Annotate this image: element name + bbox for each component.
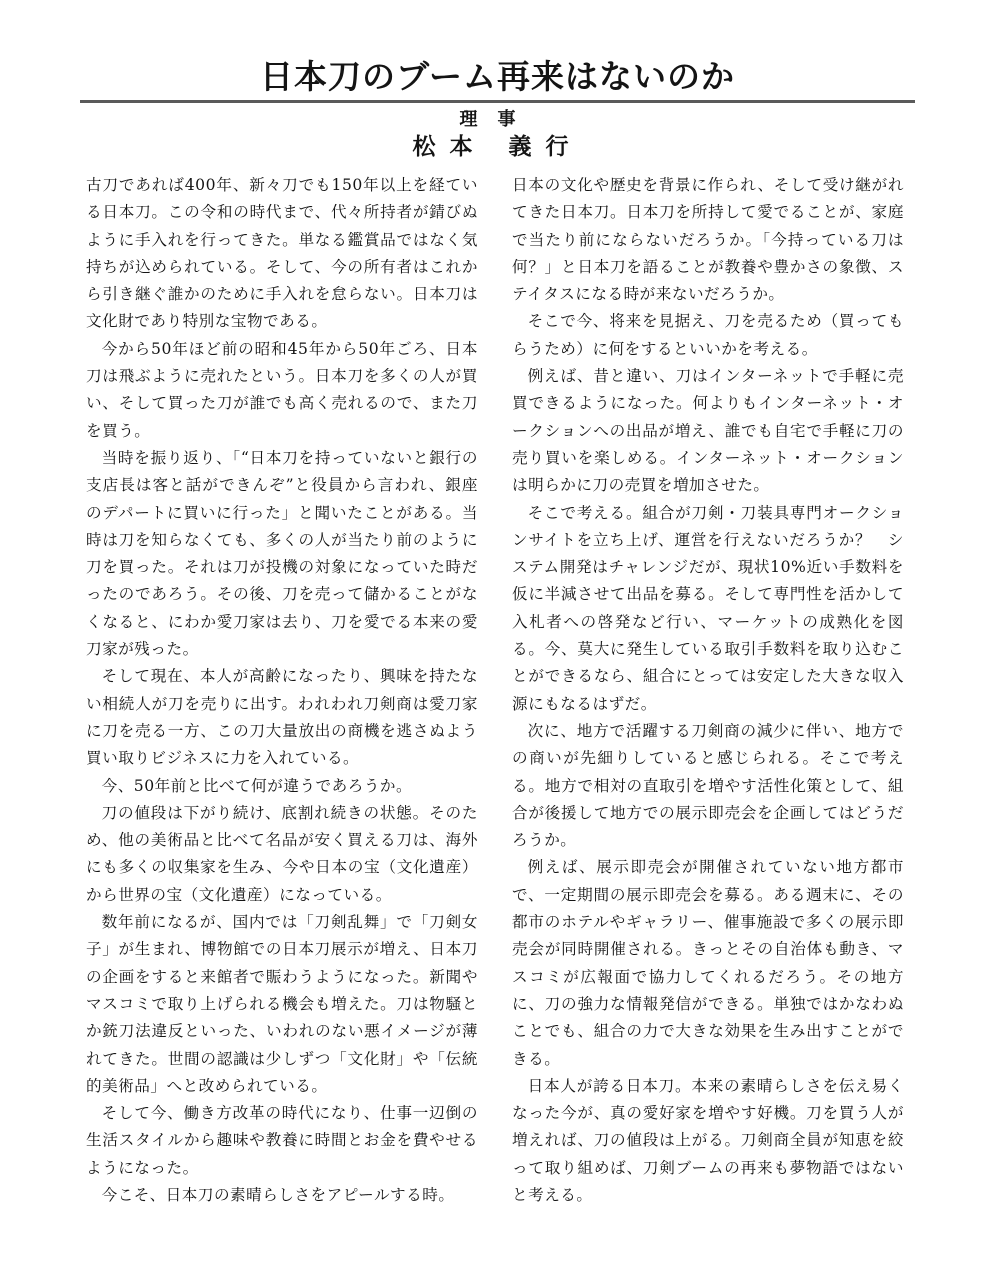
paragraph: 今、50年前と比べて何が違うであろうか。 [101, 776, 413, 795]
paragraph: 古刀であれば400年、新々刀でも150年以上を経ている日本刀。この令和の時代まで、代々所持者が錆びぬように手入れを行ってきた。単なる鑑賞品ではなく気持ちが込められている。そして、今の所有者はこれから引き継ぐ誰かのために手入れを怠らない。日本刀は文化財であり特別な宝物である。 [86, 176, 478, 331]
paragraph: そして現在、本人が高齢になったり、興味を持たない相続人が刀を売りに出す。われわれ刀剣商は愛刀家に刀を売る一方、この刀大量放出の商機を逃さぬよう買い取りビジネスに力を入れている。 [86, 667, 478, 768]
paragraph: 例えば、展示即売会が開催されていない地方都市で、一定期間の展示即売会を募る。ある週末に、その都市のホテルやギャラリー、催事施設で多くの展示即売会が同時開催される。きっとその自治体も動き、マスコミが広報面で協力してくれるだろう。その地方に、刀の強力な情報発信ができる。単独ではかなわぬことでも、組合の力で大きな効果を生み出すことができる。 [512, 858, 904, 1068]
paragraph: 刀の値段は下がり続け、底割れ続きの状態。そのため、他の美術品と比べて名品が安く買える刀は、海外にも多くの収集家を生み、今や日本の宝（文化遺産）から世界の宝（文化遺産）になっている。 [86, 803, 478, 904]
title-divider [80, 100, 915, 103]
paragraph: 今から50年ほど前の昭和45年から50年ごろ、日本刀は飛ぶように売れたという。日本刀を多くの人が買い、そして買った刀が誰でも高く売れるので、また刀を買う。 [86, 339, 478, 440]
paragraph: 日本人が誇る日本刀。本来の素晴らしさを伝え易くなった今が、真の愛好家を増やす好機。刀を買う人が増えれば、刀の値段は上がる。刀剣商全員が知恵を絞って取り組めば、刀剣ブームの再来も夢物語ではないと考える。 [512, 1076, 904, 1204]
left-column [86, 172, 478, 1209]
paragraph: そして今、働き方改革の時代になり、仕事一辺倒の生活スタイルから趣味や教養に時間とお金を費やせるようになった。 [86, 1104, 478, 1177]
paragraph: そこで考える。組合が刀剣・刀装具専門オークションサイトを立ち上げ、運営を行えないだろうか？ システム開発はチャレンジだが、現状10%近い手数料を仮に半減させて出品を募る。そして専門性を活かして入札者への啓発など行い、マーケットの成熟化を図る。今、莫大に発生している取引手数料を取り込むことができるなら、組合にとっては安定した大きな収入源にもなるはずだ。 [512, 503, 904, 713]
paragraph: 日本の文化や歴史を背景に作られ、そして受け継がれてきた日本刀。日本刀を所持して愛でることが、家庭で当たり前にならないだろうか。「今持っている刀は何？」と日本刀を語ることが教養や豊かさの象徴、ステイタスになる時が来ないだろうか。 [512, 176, 904, 304]
paragraph: 今こそ、日本刀の素晴らしさをアピールする時。 [101, 1185, 455, 1204]
article-title: 日本刀のブーム再来はないのか [259, 57, 735, 96]
right-column [512, 172, 904, 1209]
paragraph: そこで今、将来を見据え、刀を売るため（買ってもらうため）に何をするといいかを考える。 [512, 312, 904, 358]
paragraph: 数年前になるが、国内では「刀剣乱舞」で「刀剣女子」が生まれ、博物館での日本刀展示が増え、日本刀の企画をすると来館者で賑わうようになった。新聞やマスコミで取り上げられる機会も増えた。刀は物騒とか銃刀法違反といった、いわれのない悪イメージが薄れてきた。世間の認識は少しずつ「文化財」や「伝統的美術品」へと改められている。 [86, 913, 478, 1095]
author-role: 理事 [459, 109, 536, 130]
paragraph: 例えば、昔と違い、刀はインターネットで手軽に売買できるようになった。何よりもインターネット・オークションへの出品が増え、誰でも自宅で手軽に刀の売り買いを楽しめる。インターネット・オークションは明らかに刀の売買を増加させた。 [512, 367, 904, 495]
author-name: 松本 義行 [412, 133, 583, 160]
paragraph: 次に、地方で活躍する刀剣商の減少に伴い、地方での商いが先細りしていると感じられる。そこで考える。地方で相対の直取引を増やす活性化策として、組合が後援して地方での展示即売会を企画してはどうだろうか。 [512, 721, 904, 850]
paragraph: 当時を振り返り、「“日本刀を持っていないと銀行の支店長は客と話ができんぞ”と役員から言われ、銀座のデパートに買いに行った」と聞いたことがある。当時は刀を知らなくても、多くの人が当たり前のように刀を買った。それは刀が投機の対象になっていた時だったのであろう。その後、刀を売って儲かることがなくなると、にわか愛刀家は去り、刀を愛でる本来の愛刀家が残った。 [86, 448, 478, 659]
